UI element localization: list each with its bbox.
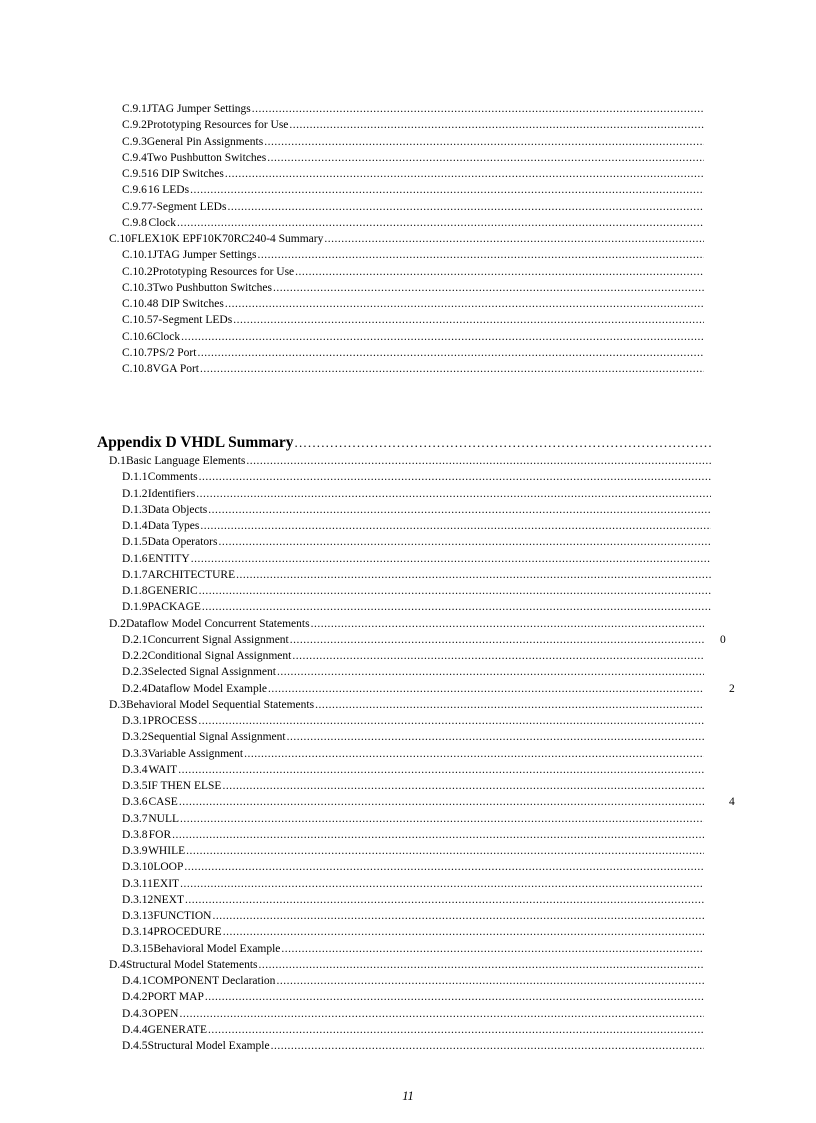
toc-entry-number: D.3.10 bbox=[122, 861, 154, 874]
toc-entry-title: COMPONENT Declaration bbox=[147, 975, 276, 987]
toc-entry-number: C.10.1 bbox=[122, 249, 153, 262]
toc-entry-number: D.3.1 bbox=[122, 715, 148, 727]
toc-entry[interactable] bbox=[122, 117, 704, 133]
dot-leader bbox=[295, 433, 711, 453]
toc-entry-number: C.9.6 bbox=[122, 184, 147, 197]
appendix-title: Appendix D VHDL Summary bbox=[97, 434, 294, 451]
toc-entry-title: Data Operators bbox=[147, 536, 218, 549]
toc-entry[interactable] bbox=[122, 794, 704, 810]
toc-entry-number: D.4.4 bbox=[122, 1023, 148, 1036]
toc-entry[interactable] bbox=[122, 518, 711, 534]
toc-entry[interactable] bbox=[122, 567, 711, 583]
toc-entry-number: D.3.13 bbox=[122, 910, 154, 922]
toc-entry-number: D.1.6 bbox=[122, 552, 148, 565]
toc-entry[interactable] bbox=[122, 150, 704, 166]
toc-entry-number: D.3.14 bbox=[122, 926, 154, 939]
toc-entry-title: NEXT bbox=[153, 893, 184, 906]
toc-entry[interactable] bbox=[122, 892, 704, 908]
toc-entry[interactable] bbox=[122, 924, 704, 940]
toc-entry[interactable] bbox=[122, 843, 704, 859]
toc-entry-title: Comments bbox=[147, 471, 198, 484]
dot-leader bbox=[172, 827, 704, 843]
toc-entry-title: Prototyping Resources for Use bbox=[152, 265, 295, 278]
toc-entry-title: Variable Assignment bbox=[147, 747, 244, 760]
dot-leader bbox=[246, 453, 711, 469]
toc-entry-title: PACKAGE bbox=[147, 601, 201, 614]
dot-leader bbox=[311, 616, 704, 632]
toc-entry-title: CASE bbox=[148, 796, 178, 809]
dot-leader bbox=[324, 231, 704, 247]
dot-leader bbox=[258, 247, 704, 263]
toc-entry[interactable] bbox=[122, 762, 704, 778]
toc-entry[interactable] bbox=[122, 502, 711, 518]
dot-leader bbox=[197, 345, 704, 361]
dot-leader bbox=[199, 583, 711, 599]
toc-entry[interactable] bbox=[122, 1038, 704, 1054]
toc-entry[interactable] bbox=[122, 329, 704, 345]
toc-entry[interactable] bbox=[122, 827, 704, 843]
dot-leader bbox=[179, 1006, 704, 1022]
toc-entry-number: D.3.9 bbox=[122, 845, 148, 857]
toc-entry-number: D.2.4 bbox=[122, 682, 148, 695]
toc-entry[interactable] bbox=[122, 199, 704, 215]
toc-entry-number: D.3.11 bbox=[122, 877, 153, 890]
toc-entry-number: D.4.5 bbox=[122, 1040, 148, 1052]
dot-leader bbox=[222, 778, 704, 794]
toc-entry-title: Two Pushbutton Switches bbox=[152, 281, 272, 294]
toc-entry[interactable] bbox=[122, 166, 704, 182]
toc-entry-number: D.3.5 bbox=[122, 780, 148, 792]
toc-entry[interactable] bbox=[122, 280, 704, 296]
toc-entry-title: Behavioral Model Example bbox=[153, 942, 281, 955]
toc-entry-number: D.4.3 bbox=[122, 1007, 148, 1020]
toc-entry-title: PS/2 Port bbox=[152, 346, 197, 359]
toc-entry-number: D.1.9 bbox=[122, 601, 148, 614]
toc-entry-number: D.4 bbox=[109, 958, 126, 971]
dot-leader bbox=[184, 859, 704, 875]
dot-leader bbox=[271, 1038, 704, 1054]
toc-entry-number: D.2.2 bbox=[122, 650, 148, 662]
toc-entry-number: D.4.2 bbox=[122, 991, 148, 1004]
toc-entry[interactable] bbox=[122, 973, 704, 989]
dot-leader bbox=[208, 1022, 704, 1038]
toc-entry-number: C.9.5 bbox=[122, 168, 147, 180]
toc-entry[interactable] bbox=[122, 296, 704, 312]
toc-entry-title: Sequential Signal Assignment bbox=[147, 731, 286, 744]
toc-entry-title: Basic Language Elements bbox=[125, 455, 246, 467]
toc-entry-number: C.10 bbox=[109, 233, 132, 245]
toc-entry-title: 7-Segment LEDs bbox=[152, 314, 233, 327]
toc-entry[interactable] bbox=[122, 599, 711, 615]
toc-entry-title: Structural Model Statements bbox=[125, 958, 258, 971]
toc-entry-title: VGA Port bbox=[152, 363, 199, 375]
toc-entry-page-number: 0 bbox=[720, 633, 726, 646]
toc-entry-title: PORT MAP bbox=[147, 991, 204, 1004]
toc-entry-number: C.9.4 bbox=[122, 151, 147, 164]
toc-entry-title: ENTITY bbox=[148, 552, 190, 565]
toc-entry-title: Structural Model Example bbox=[147, 1040, 270, 1052]
toc-entry[interactable] bbox=[122, 101, 704, 117]
dot-leader bbox=[287, 729, 704, 745]
dot-leader bbox=[259, 957, 704, 973]
toc-entry-page-number: 2 bbox=[729, 682, 735, 695]
toc-entry-title: Selected Signal Assignment bbox=[147, 666, 276, 679]
toc-entry[interactable] bbox=[122, 989, 704, 1005]
toc-entry[interactable] bbox=[122, 941, 704, 957]
dot-leader bbox=[202, 599, 711, 615]
toc-entry[interactable] bbox=[122, 746, 704, 762]
dot-leader bbox=[191, 551, 711, 567]
toc-entry-title: Data Types bbox=[147, 520, 200, 532]
dot-leader bbox=[225, 296, 704, 312]
dot-leader bbox=[208, 502, 711, 518]
dot-leader bbox=[181, 329, 704, 345]
dot-leader bbox=[196, 486, 711, 502]
toc-entry-title: FUNCTION bbox=[153, 910, 212, 922]
toc-entry-number: D.1 bbox=[109, 455, 126, 467]
toc-entry-number: D.3.7 bbox=[122, 812, 148, 825]
toc-entry[interactable] bbox=[109, 957, 704, 973]
toc-entry[interactable] bbox=[122, 312, 704, 328]
toc-entry-title: WHILE bbox=[148, 845, 186, 857]
dot-leader bbox=[190, 182, 704, 198]
toc-entry-title: General Pin Assignments bbox=[146, 135, 264, 148]
page-number: 11 bbox=[402, 1089, 414, 1103]
toc-entry[interactable] bbox=[122, 713, 704, 729]
toc-entry-title: Dataflow Model Example bbox=[147, 682, 267, 695]
toc-entry-title: LOOP bbox=[153, 861, 184, 874]
dot-leader bbox=[252, 101, 704, 117]
toc-entry-number: C.10.6 bbox=[122, 330, 153, 343]
toc-entry-number: D.3.15 bbox=[122, 942, 154, 955]
dot-leader bbox=[264, 134, 704, 150]
toc-entry[interactable] bbox=[122, 681, 704, 697]
toc-entry-number: D.1.4 bbox=[122, 520, 148, 532]
dot-leader bbox=[281, 941, 704, 957]
toc-entry-title: WAIT bbox=[148, 763, 178, 776]
dot-leader bbox=[180, 876, 704, 892]
toc-entry-number: D.1.2 bbox=[122, 487, 148, 500]
toc-entry[interactable] bbox=[122, 811, 704, 827]
toc-entry-number: C.10.2 bbox=[122, 265, 153, 278]
toc-entry-title: ARCHITECTURE bbox=[147, 568, 236, 581]
dot-leader bbox=[292, 648, 704, 664]
toc-entry-title: OPEN bbox=[148, 1007, 179, 1020]
toc-entry-title: Identifiers bbox=[147, 487, 196, 500]
toc-entry-number: D.4.1 bbox=[122, 975, 148, 987]
toc-entry-title: Dataflow Model Concurrent Statements bbox=[125, 617, 310, 630]
toc-entry[interactable] bbox=[122, 551, 711, 567]
toc-entry-title: EXIT bbox=[152, 877, 180, 890]
toc-entry[interactable] bbox=[122, 876, 704, 892]
dot-leader bbox=[223, 924, 704, 940]
toc-entry[interactable] bbox=[109, 453, 711, 469]
toc-entry-title: Behavioral Model Sequential Statements bbox=[125, 698, 315, 711]
dot-leader bbox=[244, 746, 704, 762]
toc-entry-number: C.9.3 bbox=[122, 135, 147, 148]
toc-entry-number: D.1.1 bbox=[122, 471, 148, 484]
toc-entry-number: D.3.6 bbox=[122, 796, 148, 809]
dot-leader bbox=[177, 215, 704, 231]
toc-entry-title: PROCESS bbox=[147, 715, 198, 727]
toc-entry-page-number: 4 bbox=[729, 796, 735, 809]
toc-entry[interactable] bbox=[122, 908, 704, 924]
toc-entry[interactable] bbox=[122, 778, 704, 794]
toc-entry-title: NULL bbox=[148, 812, 180, 825]
toc-entry-number: C.9.7 bbox=[122, 200, 147, 213]
toc-entry-title: FOR bbox=[148, 828, 172, 841]
dot-leader bbox=[273, 280, 704, 296]
dot-leader bbox=[205, 989, 704, 1005]
dot-leader bbox=[295, 264, 704, 280]
dot-leader bbox=[199, 469, 711, 485]
dot-leader bbox=[200, 361, 704, 377]
toc-entry[interactable] bbox=[109, 697, 704, 713]
dot-leader bbox=[276, 973, 704, 989]
appendix-heading[interactable] bbox=[97, 433, 711, 453]
dot-leader bbox=[268, 681, 704, 697]
dot-leader bbox=[200, 518, 711, 534]
dot-leader bbox=[185, 892, 704, 908]
toc-entry-title: PROCEDURE bbox=[153, 926, 222, 939]
toc-entry-title: Two Pushbutton Switches bbox=[146, 151, 267, 164]
toc-entry-number: D.2 bbox=[109, 617, 126, 630]
toc-entry-number: D.2.1 bbox=[122, 633, 148, 646]
dot-leader bbox=[225, 166, 704, 182]
dot-leader bbox=[178, 762, 704, 778]
toc-entry[interactable] bbox=[122, 859, 704, 875]
toc-entry[interactable] bbox=[122, 729, 704, 745]
dot-leader bbox=[289, 117, 704, 133]
toc-entry-number: D.3.4 bbox=[122, 763, 148, 776]
toc-entry-number: C.10.4 bbox=[122, 298, 153, 310]
toc-entry-number: D.3.3 bbox=[122, 747, 148, 760]
toc-entry[interactable] bbox=[122, 632, 704, 648]
toc-entry-number: D.1.3 bbox=[122, 503, 148, 516]
toc-entry-number: D.1.7 bbox=[122, 568, 148, 581]
toc-entry[interactable] bbox=[122, 345, 704, 361]
dot-leader bbox=[180, 811, 704, 827]
toc-entry-number: C.10.7 bbox=[122, 346, 153, 359]
toc-entry-title: 16 LEDs bbox=[147, 184, 190, 197]
dot-leader bbox=[186, 843, 704, 859]
toc-entry-title: Clock bbox=[148, 216, 177, 229]
toc-entry-number: C.9.1 bbox=[122, 103, 147, 115]
toc-entry-number: C.10.8 bbox=[122, 363, 153, 375]
toc-entry[interactable] bbox=[122, 361, 704, 377]
toc-entry-number: D.3.8 bbox=[122, 828, 148, 841]
toc-entry-number: C.10.3 bbox=[122, 281, 153, 294]
toc-entry-title: FLEX10K EPF10K70RC240-4 Summary bbox=[131, 233, 324, 245]
dot-leader bbox=[233, 312, 704, 328]
toc-entry-title: GENERATE bbox=[147, 1023, 207, 1036]
toc-entry-title: Data Objects bbox=[147, 503, 208, 516]
toc-entry-number: D.3 bbox=[109, 698, 126, 711]
toc-entry[interactable] bbox=[122, 469, 711, 485]
dot-leader bbox=[198, 713, 704, 729]
toc-entry-number: D.1.8 bbox=[122, 585, 148, 597]
toc-entry-number: D.3.2 bbox=[122, 731, 148, 744]
toc-entry[interactable] bbox=[122, 182, 704, 198]
toc-entry-number: C.9.2 bbox=[122, 119, 147, 132]
toc-entry[interactable] bbox=[122, 486, 711, 502]
toc-entry-number: C.9.8 bbox=[122, 216, 147, 229]
dot-leader bbox=[315, 697, 704, 713]
toc-entry-number: D.2.3 bbox=[122, 666, 148, 679]
dot-leader bbox=[227, 199, 704, 215]
toc-entry[interactable] bbox=[122, 648, 704, 664]
dot-leader bbox=[179, 794, 704, 810]
toc-entry-title: GENERIC bbox=[147, 585, 198, 597]
toc-entry-title: Clock bbox=[152, 330, 181, 343]
toc-entry-number: D.1.5 bbox=[122, 536, 148, 549]
dot-leader bbox=[290, 632, 704, 648]
toc-entry[interactable] bbox=[122, 583, 711, 599]
toc-entry-number: C.10.5 bbox=[122, 314, 153, 327]
toc-entry-title: 16 DIP Switches bbox=[146, 168, 224, 180]
toc-entry[interactable] bbox=[122, 664, 704, 680]
dot-leader bbox=[219, 534, 712, 550]
toc-entry[interactable] bbox=[122, 264, 704, 280]
toc-entry[interactable] bbox=[109, 616, 704, 632]
dot-leader bbox=[277, 664, 704, 680]
toc-entry-title: Conditional Signal Assignment bbox=[147, 650, 292, 662]
dot-leader bbox=[267, 150, 704, 166]
toc-entry-title: IF THEN ELSE bbox=[147, 780, 222, 792]
toc-entry-title: Concurrent Signal Assignment bbox=[147, 633, 289, 646]
toc-entry-title: JTAG Jumper Settings bbox=[146, 103, 251, 115]
toc-entry[interactable] bbox=[109, 231, 704, 247]
toc-entry[interactable] bbox=[122, 1006, 704, 1022]
toc-entry[interactable] bbox=[122, 247, 704, 263]
toc-entry[interactable] bbox=[122, 134, 704, 150]
toc-entry-title: Prototyping Resources for Use bbox=[146, 119, 289, 132]
toc-entry[interactable] bbox=[122, 534, 711, 550]
toc-entry[interactable] bbox=[122, 1022, 704, 1038]
toc-entry-number: D.3.12 bbox=[122, 893, 154, 906]
dot-leader bbox=[236, 567, 711, 583]
toc-entry-title: JTAG Jumper Settings bbox=[152, 249, 257, 262]
dot-leader bbox=[212, 908, 704, 924]
toc-entry-title: 7-Segment LEDs bbox=[146, 200, 227, 213]
toc-entry-title: 8 DIP Switches bbox=[152, 298, 224, 310]
toc-entry[interactable] bbox=[122, 215, 704, 231]
